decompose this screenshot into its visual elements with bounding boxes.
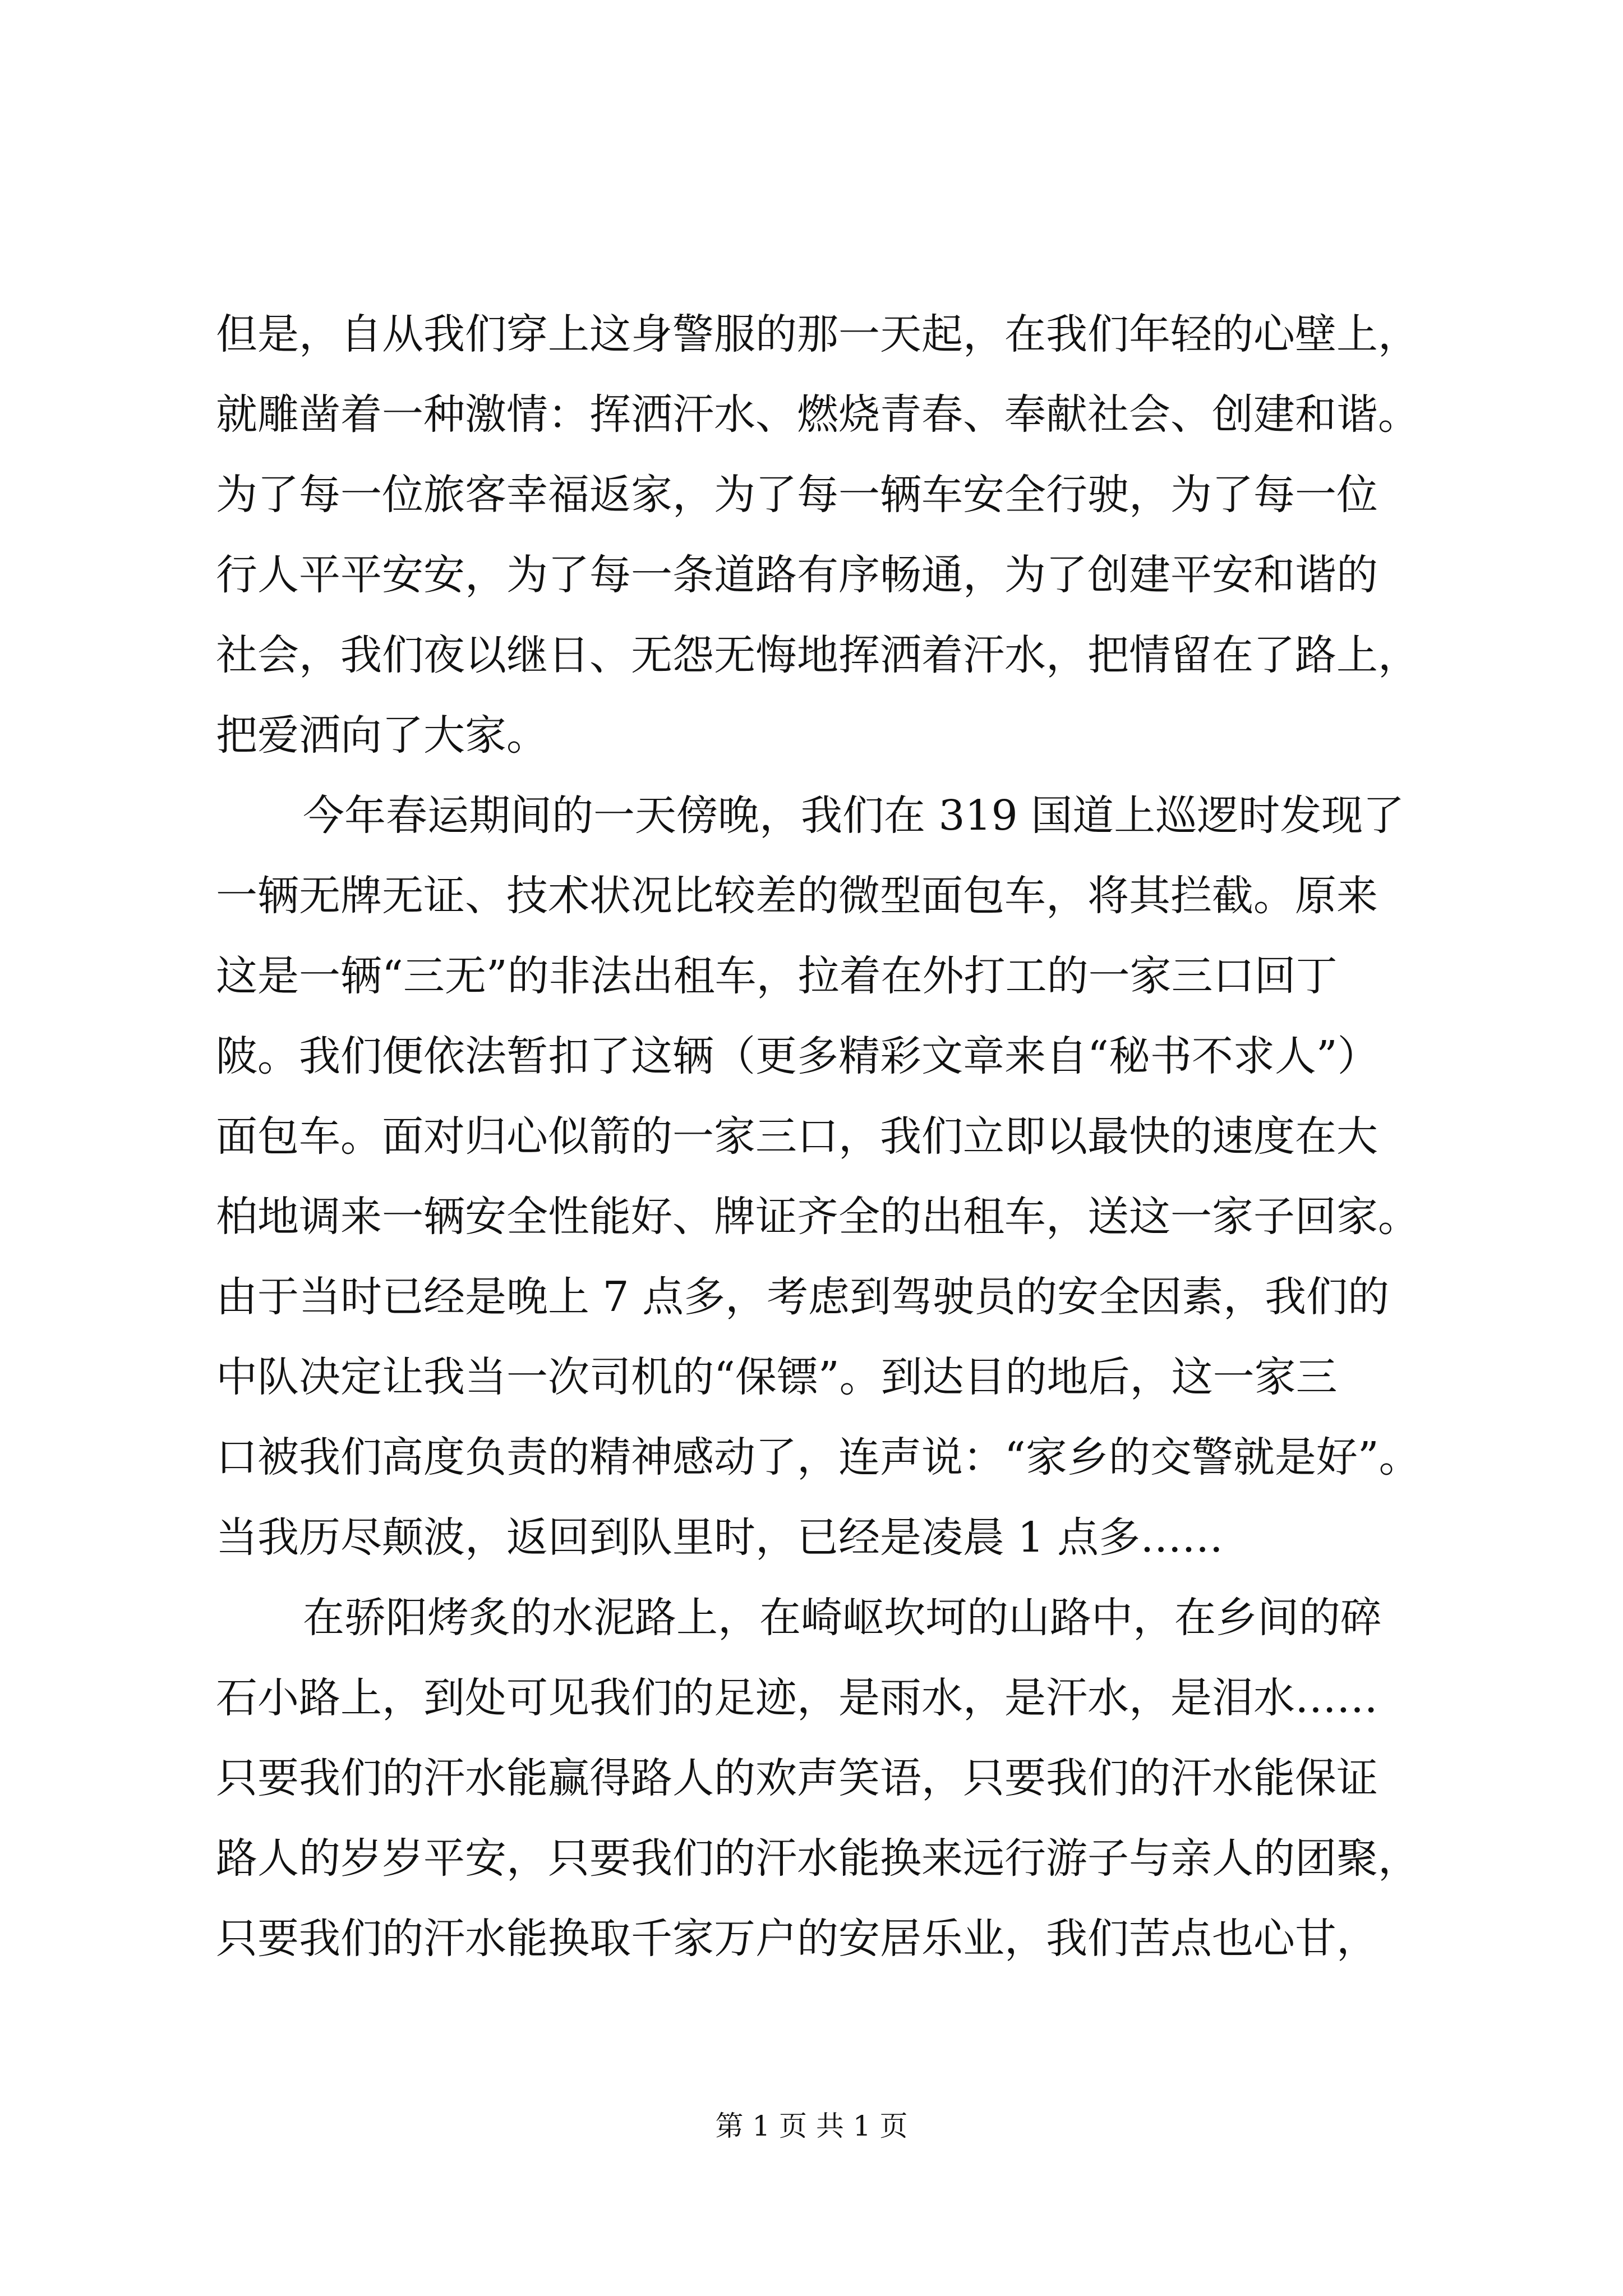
text-line: 由于当时已经是晚上 7 点多，考虑到驾驶员的安全因素，我们的 [216, 1273, 1390, 1321]
page-footer: 第 1 页 共 1 页 [715, 2110, 908, 2142]
text-line: 中队决定让我当一次司机的“保镖”。到达目的地后，这一家三 [216, 1353, 1338, 1401]
text-line: 陂。我们便依法暂扣了这辆（更多精彩文章来自“秘书不求人”） [216, 1032, 1379, 1080]
text-line: 为了每一位旅客幸福返家，为了每一辆车安全行驶，为了每一位 [216, 471, 1378, 519]
body-text [216, 295, 1427, 1979]
text-line: 就雕凿着一种激情：挥洒汗水、燃烧青春、奉献社会、创建和谐。 [216, 390, 1419, 439]
text-line: 一辆无牌无证、技术状况比较差的微型面包车，将其拦截。原来 [216, 872, 1378, 920]
text-line: 把爱洒向了大家。 [216, 711, 548, 760]
text-line: 柏地调来一辆安全性能好、牌证齐全的出租车，送这一家子回家。 [216, 1193, 1419, 1241]
text-line: 面包车。面对归心似箭的一家三口，我们立即以最快的速度在大 [216, 1112, 1378, 1161]
text-line: 口被我们高度负责的精神感动了，连声说：“家乡的交警就是好”。 [216, 1433, 1421, 1481]
text-line: 当我历尽颠波，返回到队里时，已经是凌晨 1 点多…… [216, 1513, 1224, 1562]
paragraph-first-line: 在骄阳烤炙的水泥路上，在崎岖坎坷的山路中，在乡间的碎 [303, 1594, 1382, 1642]
text-line: 但是，自从我们穿上这身警服的那一天起，在我们年轻的心壁上， [216, 310, 1419, 358]
text-line: 这是一辆“三无”的非法出租车，拉着在外打工的一家三口回丁 [216, 952, 1338, 1000]
text-line: 行人平平安安，为了每一条道路有序畅通，为了创建平安和谐的 [216, 551, 1378, 599]
text-line: 路人的岁岁平安，只要我们的汗水能换来远行游子与亲人的团聚， [216, 1834, 1419, 1883]
text-line: 石小路上，到处可见我们的足迹，是雨水，是汗水，是泪水…… [216, 1674, 1378, 1722]
text-line: 只要我们的汗水能换取千家万户的安居乐业，我们苦点也心甘， [216, 1915, 1378, 1963]
text-line: 社会，我们夜以继日、无怨无悔地挥洒着汗水，把情留在了路上， [216, 631, 1419, 679]
paragraph-first-line: 今年春运期间的一天傍晚，我们在 319 国道上巡逻时发现了 [303, 792, 1405, 840]
text-line: 只要我们的汗水能赢得路人的欢声笑语，只要我们的汗水能保证 [216, 1754, 1378, 1802]
